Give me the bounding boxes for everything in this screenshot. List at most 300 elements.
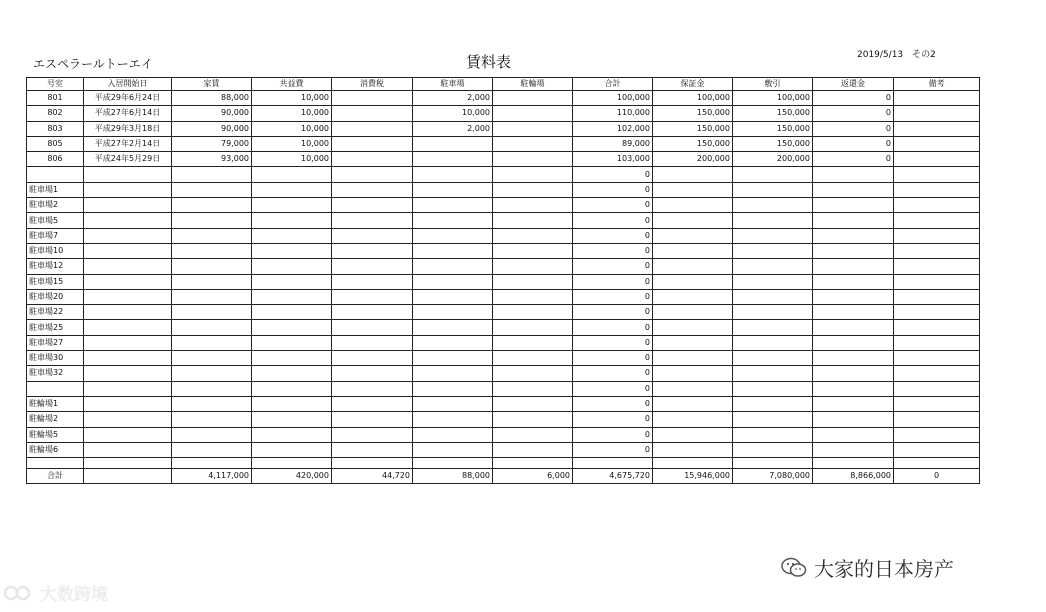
cell-key-money-deduction: 150,000 [733, 121, 813, 136]
total-rent: 4,117,000 [172, 469, 252, 484]
cell-key-money-deduction [733, 351, 813, 366]
table-row [27, 335, 980, 350]
cell-deposit [653, 396, 733, 411]
cell-bicycle-parking [493, 412, 573, 427]
cell-parking [413, 198, 493, 213]
cell-room: 駐輪場1 [27, 396, 84, 411]
table-body [27, 91, 980, 469]
cell-bicycle-parking [493, 136, 573, 151]
cell-deposit [653, 274, 733, 289]
cell-move-in-date [84, 167, 172, 182]
cell-key-money-deduction [733, 381, 813, 396]
cell-refund [813, 320, 894, 335]
cell-room: 806 [27, 152, 84, 167]
cell-move-in-date [84, 198, 172, 213]
cell-room: 駐車場12 [27, 259, 84, 274]
cell-subtotal: 0 [573, 213, 653, 228]
cell-common-fee [252, 167, 332, 182]
cell-move-in-date [84, 228, 172, 243]
cell-bicycle-parking [493, 152, 573, 167]
cell-refund [813, 396, 894, 411]
cell-refund [813, 167, 894, 182]
watermark-left-text: 大数跨境 [40, 585, 108, 605]
cell-key-money-deduction [733, 289, 813, 304]
cell-room: 801 [27, 91, 84, 106]
table-row [27, 427, 980, 442]
watermark-left [4, 580, 108, 605]
cell-bicycle-parking [493, 167, 573, 182]
column-header-key-money-deduction: 敷引 [733, 78, 813, 91]
cell-room: 802 [27, 106, 84, 121]
watermark-right [780, 553, 954, 582]
cell-room: 駐車場27 [27, 335, 84, 350]
cell-consumption-tax [332, 412, 413, 427]
cell-room: 805 [27, 136, 84, 151]
cell-remarks [894, 198, 980, 213]
column-header-subtotal: 合計 [573, 78, 653, 91]
cell-remarks [894, 305, 980, 320]
cell-remarks [894, 167, 980, 182]
cell-subtotal: 0 [573, 274, 653, 289]
empty-cell [332, 458, 413, 469]
cell-common-fee [252, 320, 332, 335]
cell-bicycle-parking [493, 91, 573, 106]
total-subtotal: 4,675,720 [573, 469, 653, 484]
cell-bicycle-parking [493, 289, 573, 304]
cell-subtotal: 103,000 [573, 152, 653, 167]
cell-move-in-date [84, 381, 172, 396]
table-row [27, 289, 980, 304]
cell-remarks [894, 289, 980, 304]
cell-common-fee [252, 243, 332, 258]
cell-consumption-tax [332, 182, 413, 197]
table-row [27, 412, 980, 427]
cell-key-money-deduction: 200,000 [733, 152, 813, 167]
cell-move-in-date [84, 259, 172, 274]
cell-parking [413, 259, 493, 274]
cell-rent [172, 320, 252, 335]
cell-deposit [653, 412, 733, 427]
cell-rent [172, 351, 252, 366]
column-header-common-fee: 共益費 [252, 78, 332, 91]
cell-subtotal: 0 [573, 198, 653, 213]
total-refund: 8,866,000 [813, 469, 894, 484]
cell-move-in-date: 平成24年5月29日 [84, 152, 172, 167]
cell-refund [813, 381, 894, 396]
wechat-icon [780, 556, 808, 580]
empty-cell [172, 458, 252, 469]
cell-move-in-date [84, 320, 172, 335]
total-deposit: 15,946,000 [653, 469, 733, 484]
cell-remarks [894, 381, 980, 396]
total-move-in-date [84, 469, 172, 484]
cell-consumption-tax [332, 91, 413, 106]
cell-remarks [894, 259, 980, 274]
cell-rent: 93,000 [172, 152, 252, 167]
cell-consumption-tax [332, 289, 413, 304]
cell-deposit [653, 182, 733, 197]
cell-move-in-date [84, 305, 172, 320]
cell-subtotal: 100,000 [573, 91, 653, 106]
cell-parking [413, 427, 493, 442]
cell-move-in-date [84, 412, 172, 427]
cell-remarks [894, 412, 980, 427]
table-row [27, 243, 980, 258]
cell-consumption-tax [332, 274, 413, 289]
cell-subtotal: 102,000 [573, 121, 653, 136]
total-remarks: 0 [894, 469, 980, 484]
cell-refund: 0 [813, 121, 894, 136]
table-row [27, 305, 980, 320]
cell-refund [813, 335, 894, 350]
cell-refund: 0 [813, 152, 894, 167]
table-row [27, 351, 980, 366]
cell-common-fee [252, 381, 332, 396]
cell-rent [172, 198, 252, 213]
cell-deposit [653, 167, 733, 182]
cell-parking [413, 136, 493, 151]
table-row [27, 259, 980, 274]
table-row [27, 213, 980, 228]
table-row [27, 320, 980, 335]
cell-deposit [653, 228, 733, 243]
cell-deposit [653, 381, 733, 396]
cell-room: 駐輪場5 [27, 427, 84, 442]
cell-refund [813, 198, 894, 213]
cell-key-money-deduction: 150,000 [733, 136, 813, 151]
cell-subtotal: 0 [573, 228, 653, 243]
table-row [27, 381, 980, 396]
cell-bicycle-parking [493, 335, 573, 350]
cell-room: 803 [27, 121, 84, 136]
cell-rent [172, 412, 252, 427]
cell-remarks [894, 396, 980, 411]
cell-refund [813, 274, 894, 289]
cell-deposit [653, 198, 733, 213]
cell-common-fee [252, 396, 332, 411]
cell-room: 駐車場15 [27, 274, 84, 289]
cell-parking [413, 442, 493, 457]
cell-consumption-tax [332, 136, 413, 151]
cell-move-in-date [84, 213, 172, 228]
cell-deposit [653, 335, 733, 350]
cell-subtotal: 0 [573, 396, 653, 411]
table-row [27, 198, 980, 213]
cell-consumption-tax [332, 121, 413, 136]
cell-bicycle-parking [493, 427, 573, 442]
cell-key-money-deduction [733, 427, 813, 442]
total-parking: 88,000 [413, 469, 493, 484]
empty-cell [27, 458, 84, 469]
column-header-bicycle-parking: 駐輪場 [493, 78, 573, 91]
table-header [27, 78, 980, 91]
cell-parking [413, 228, 493, 243]
cell-consumption-tax [332, 106, 413, 121]
cell-room: 駐車場22 [27, 305, 84, 320]
cell-common-fee [252, 259, 332, 274]
cell-bicycle-parking [493, 351, 573, 366]
cell-subtotal: 0 [573, 289, 653, 304]
cell-room: 駐車場1 [27, 182, 84, 197]
cell-move-in-date: 平成29年6月24日 [84, 91, 172, 106]
cell-room: 駐車場25 [27, 320, 84, 335]
total-common-fee: 420,000 [252, 469, 332, 484]
cell-refund [813, 366, 894, 381]
cell-bicycle-parking [493, 106, 573, 121]
cell-common-fee [252, 213, 332, 228]
cell-consumption-tax [332, 381, 413, 396]
cell-refund [813, 305, 894, 320]
document-title: 賃料表 [466, 53, 512, 71]
column-header-parking: 駐車場 [413, 78, 493, 91]
cell-consumption-tax [332, 427, 413, 442]
cell-key-money-deduction [733, 259, 813, 274]
cell-bicycle-parking [493, 305, 573, 320]
cell-key-money-deduction [733, 182, 813, 197]
cell-parking: 2,000 [413, 121, 493, 136]
cell-parking [413, 167, 493, 182]
cell-subtotal: 0 [573, 320, 653, 335]
table-row [27, 274, 980, 289]
cell-subtotal: 0 [573, 182, 653, 197]
cell-rent [172, 274, 252, 289]
cell-common-fee [252, 335, 332, 350]
empty-cell [413, 458, 493, 469]
empty-cell [733, 458, 813, 469]
cell-common-fee: 10,000 [252, 106, 332, 121]
total-bicycle-parking: 6,000 [493, 469, 573, 484]
cell-deposit [653, 351, 733, 366]
cell-rent [172, 396, 252, 411]
column-header-refund: 返還金 [813, 78, 894, 91]
cell-refund [813, 412, 894, 427]
cell-deposit: 100,000 [653, 91, 733, 106]
cell-common-fee [252, 228, 332, 243]
header-row [27, 78, 980, 91]
cell-bicycle-parking [493, 396, 573, 411]
rent-table [26, 77, 980, 484]
cell-move-in-date [84, 289, 172, 304]
cell-consumption-tax [332, 351, 413, 366]
cell-common-fee [252, 412, 332, 427]
empty-cell [573, 458, 653, 469]
column-header-rent: 家賃 [172, 78, 252, 91]
column-header-consumption-tax: 消費税 [332, 78, 413, 91]
cell-common-fee [252, 289, 332, 304]
empty-cell [894, 458, 980, 469]
cell-bicycle-parking [493, 198, 573, 213]
cell-rent [172, 259, 252, 274]
cell-refund [813, 427, 894, 442]
cell-bicycle-parking [493, 442, 573, 457]
cell-refund [813, 442, 894, 457]
cell-deposit: 150,000 [653, 106, 733, 121]
cell-move-in-date [84, 182, 172, 197]
cell-rent [172, 305, 252, 320]
cell-rent [172, 243, 252, 258]
cell-parking [413, 351, 493, 366]
cell-rent: 79,000 [172, 136, 252, 151]
table-row [27, 121, 980, 136]
cell-common-fee: 10,000 [252, 136, 332, 151]
cell-key-money-deduction [733, 305, 813, 320]
cell-rent [172, 442, 252, 457]
cell-remarks [894, 366, 980, 381]
cell-room: 駐車場30 [27, 351, 84, 366]
cell-parking [413, 289, 493, 304]
table-row [27, 136, 980, 151]
cell-consumption-tax [332, 335, 413, 350]
cell-deposit [653, 427, 733, 442]
cell-parking [413, 381, 493, 396]
document-date: 2019/5/13 その2 [857, 50, 936, 60]
column-header-deposit: 保証金 [653, 78, 733, 91]
cell-refund: 0 [813, 91, 894, 106]
cell-subtotal: 0 [573, 259, 653, 274]
cell-move-in-date [84, 366, 172, 381]
cell-move-in-date [84, 396, 172, 411]
cell-refund: 0 [813, 136, 894, 151]
cell-rent [172, 167, 252, 182]
cell-room: 駐車場5 [27, 213, 84, 228]
total-row [27, 469, 980, 484]
cell-refund: 0 [813, 106, 894, 121]
cell-parking [413, 152, 493, 167]
cell-subtotal: 0 [573, 243, 653, 258]
cell-common-fee [252, 427, 332, 442]
cell-rent: 90,000 [172, 106, 252, 121]
table-row [27, 91, 980, 106]
cell-remarks [894, 152, 980, 167]
cell-consumption-tax [332, 396, 413, 411]
empty-cell [84, 458, 172, 469]
cell-remarks [894, 351, 980, 366]
cell-remarks [894, 427, 980, 442]
cell-rent: 88,000 [172, 91, 252, 106]
cell-key-money-deduction [733, 366, 813, 381]
brand-logo-icon [4, 584, 34, 602]
cell-common-fee: 10,000 [252, 152, 332, 167]
cell-common-fee [252, 305, 332, 320]
cell-parking [413, 213, 493, 228]
cell-bicycle-parking [493, 121, 573, 136]
cell-key-money-deduction [733, 213, 813, 228]
cell-consumption-tax [332, 213, 413, 228]
cell-bicycle-parking [493, 274, 573, 289]
cell-parking: 2,000 [413, 91, 493, 106]
table-row [27, 106, 980, 121]
cell-bicycle-parking [493, 366, 573, 381]
cell-deposit: 200,000 [653, 152, 733, 167]
cell-rent [172, 182, 252, 197]
empty-cell [653, 458, 733, 469]
cell-remarks [894, 182, 980, 197]
table-row [27, 152, 980, 167]
cell-remarks [894, 136, 980, 151]
cell-remarks [894, 335, 980, 350]
cell-common-fee: 10,000 [252, 91, 332, 106]
cell-remarks [894, 320, 980, 335]
cell-deposit [653, 442, 733, 457]
cell-deposit [653, 305, 733, 320]
table-row [27, 182, 980, 197]
cell-room: 駐車場10 [27, 243, 84, 258]
cell-subtotal: 0 [573, 366, 653, 381]
cell-key-money-deduction [733, 320, 813, 335]
cell-common-fee [252, 182, 332, 197]
cell-deposit [653, 366, 733, 381]
cell-deposit [653, 289, 733, 304]
cell-consumption-tax [332, 442, 413, 457]
cell-deposit [653, 213, 733, 228]
cell-consumption-tax [332, 152, 413, 167]
cell-room: 駐車場2 [27, 198, 84, 213]
cell-bicycle-parking [493, 228, 573, 243]
cell-subtotal: 0 [573, 167, 653, 182]
cell-refund [813, 182, 894, 197]
cell-deposit [653, 259, 733, 274]
cell-remarks [894, 213, 980, 228]
cell-key-money-deduction [733, 442, 813, 457]
cell-consumption-tax [332, 259, 413, 274]
cell-remarks [894, 106, 980, 121]
cell-key-money-deduction [733, 243, 813, 258]
cell-subtotal: 0 [573, 335, 653, 350]
cell-parking [413, 335, 493, 350]
column-header-room: 号室 [27, 78, 84, 91]
cell-common-fee [252, 351, 332, 366]
cell-subtotal: 0 [573, 305, 653, 320]
cell-move-in-date [84, 335, 172, 350]
cell-remarks [894, 228, 980, 243]
cell-refund [813, 243, 894, 258]
cell-room: 駐車場20 [27, 289, 84, 304]
cell-key-money-deduction [733, 228, 813, 243]
cell-move-in-date: 平成27年2月14日 [84, 136, 172, 151]
cell-parking: 10,000 [413, 106, 493, 121]
cell-rent [172, 427, 252, 442]
cell-room: 駐車場32 [27, 366, 84, 381]
cell-common-fee [252, 274, 332, 289]
cell-bicycle-parking [493, 381, 573, 396]
cell-key-money-deduction [733, 274, 813, 289]
cell-bicycle-parking [493, 243, 573, 258]
cell-rent [172, 228, 252, 243]
table-row [27, 228, 980, 243]
cell-rent [172, 366, 252, 381]
cell-subtotal: 0 [573, 412, 653, 427]
cell-consumption-tax [332, 366, 413, 381]
empty-cell [252, 458, 332, 469]
cell-deposit: 150,000 [653, 121, 733, 136]
table-row [27, 396, 980, 411]
cell-move-in-date: 平成27年6月14日 [84, 106, 172, 121]
cell-common-fee [252, 442, 332, 457]
cell-consumption-tax [332, 198, 413, 213]
spacer-row [27, 458, 980, 469]
cell-remarks [894, 243, 980, 258]
cell-parking [413, 243, 493, 258]
cell-subtotal: 110,000 [573, 106, 653, 121]
table-row [27, 442, 980, 457]
cell-room [27, 167, 84, 182]
cell-bicycle-parking [493, 320, 573, 335]
cell-consumption-tax [332, 320, 413, 335]
cell-bicycle-parking [493, 182, 573, 197]
cell-deposit [653, 243, 733, 258]
cell-parking [413, 182, 493, 197]
cell-consumption-tax [332, 228, 413, 243]
